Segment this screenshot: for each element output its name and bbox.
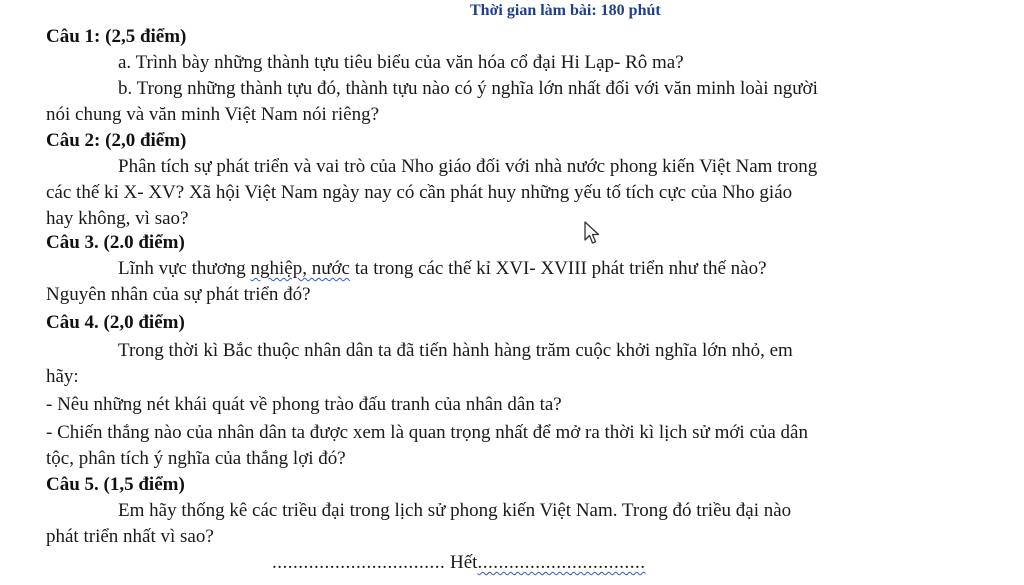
question-1-part-a: a. Trình bày những thành tựu tiêu biểu của văn hóa cổ đại Hi Lạp- Rô ma? (118, 52, 684, 73)
footer-end-label: Hết (445, 552, 478, 573)
question-3-line-2: Nguyên nhân của sự phát triển đó? (46, 284, 311, 305)
question-3-line-1 (118, 258, 767, 280)
question-3-text-c: ta trong các thế kỉ XVI- XVIII phát triển như thế nào? (350, 258, 767, 279)
exam-time-header: Thời gian làm bài: 180 phút (470, 2, 661, 19)
question-4-line-1: Trong thời kì Bắc thuộc nhân dân ta đã tiến hành hàng trăm cuộc khởi nghĩa lớn nhỏ, em (118, 340, 793, 361)
footer-dots-right: ................................ (477, 552, 646, 573)
question-1-part-b-cont: nói chung và văn minh Việt Nam nói riêng? (46, 104, 380, 125)
spellcheck-underline: nghiệp, nước (250, 258, 350, 279)
question-1-part-b: b. Trong những thành tựu đó, thành tựu nào có ý nghĩa lớn nhất đối với văn minh loài người (118, 78, 818, 99)
footer-dots-left: ................................. (272, 552, 446, 573)
question-5-line-1: Em hãy thống kê các triều đại trong lịch sử phong kiến Việt Nam. Trong đó triều đại nào (118, 500, 792, 521)
question-5-line-2: phát triển nhất vì sao? (46, 526, 214, 547)
document-end-marker (272, 552, 645, 574)
question-2-line-3: hay không, vì sao? (46, 208, 189, 229)
question-4-title: Câu 4. (2,0 điểm) (46, 312, 185, 333)
question-4-bullet-2-cont: tộc, phân tích ý nghĩa của thắng lợi đó? (46, 448, 346, 469)
question-4-bullet-1: - Nêu những nét khái quát về phong trào đấu tranh của nhân dân ta? (46, 394, 562, 415)
question-3-title: Câu 3. (2.0 điểm) (46, 232, 185, 253)
question-2-line-1: Phân tích sự phát triển và vai trò của Nho giáo đối với nhà nước phong kiến Việt Nam trong (118, 156, 818, 177)
question-1-title: Câu 1: (2,5 điểm) (46, 26, 187, 47)
question-2-line-2: các thế kỉ X- XV? Xã hội Việt Nam ngày nay có cần phát huy những yếu tố tích cực của Nho giáo (46, 182, 793, 203)
question-5-title: Câu 5. (1,5 điểm) (46, 474, 185, 495)
question-2-title: Câu 2: (2,0 điểm) (46, 130, 187, 151)
mouse-pointer-icon (583, 220, 601, 246)
question-4-line-2: hãy: (46, 366, 79, 387)
question-3-text-a: Lĩnh vực thương (118, 258, 251, 279)
question-4-bullet-2: - Chiến thắng nào của nhân dân ta được xem là quan trọng nhất để mở ra thời kì lịch sử mới của dân (46, 422, 808, 443)
